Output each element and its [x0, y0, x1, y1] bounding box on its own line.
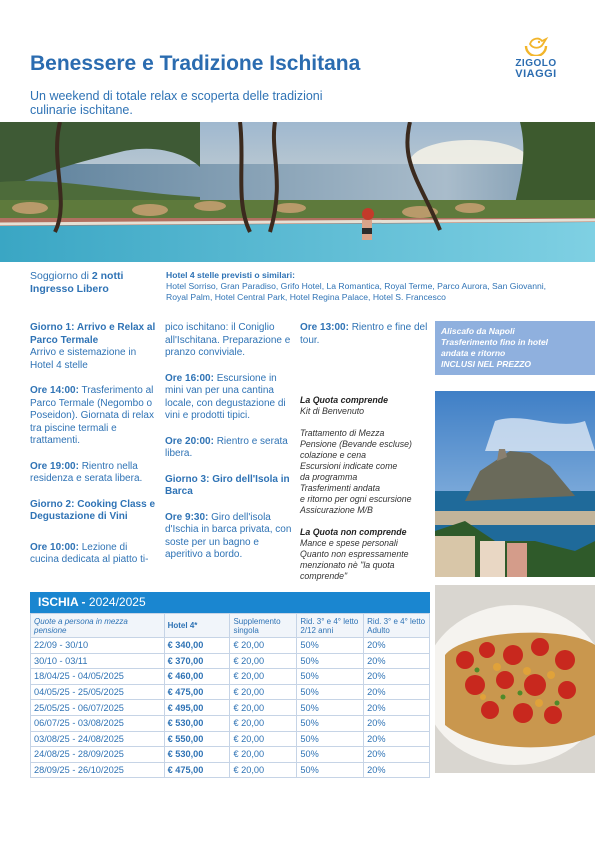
day3-title: Giorno 3: Giro dell'Isola in Barca: [165, 473, 290, 497]
price-cell: € 530,00: [164, 747, 230, 763]
adult-discount-cell: 20%: [364, 669, 430, 685]
single-supplement-cell: € 20,00: [230, 715, 297, 731]
day1-text: Arrivo e sistemazione in Hotel 4 stelle: [30, 347, 137, 371]
page-title: Benessere e Tradizione Ischitana: [30, 52, 361, 75]
ferry-line: INCLUSI NEL PREZZO: [441, 359, 532, 369]
includes-item: Kit di Benvenuto: [300, 406, 365, 416]
logo-line2: VIAGGI: [515, 68, 557, 80]
price-cell: € 475,00: [164, 684, 230, 700]
quote-details: [300, 395, 430, 582]
price-cell: € 370,00: [164, 653, 230, 669]
includes-item: Trasferimenti andata: [300, 483, 381, 493]
table-row: [31, 638, 430, 654]
stay-nights: 2 notti: [91, 270, 124, 282]
table-row: [31, 684, 430, 700]
adult-discount-cell: 20%: [364, 684, 430, 700]
stay-prefix: Soggiorno di: [30, 270, 92, 282]
price-cell: € 475,00: [164, 762, 230, 778]
hero-pool-photo: [0, 122, 595, 262]
col-header: Quote a persona in mezza pensione: [31, 614, 165, 638]
price-cell: € 460,00: [164, 669, 230, 685]
table-row: [31, 669, 430, 685]
child-discount-cell: 50%: [297, 731, 364, 747]
time-1900: Ore 19:00:: [30, 460, 79, 472]
logo-line1: ZIGOLO: [515, 58, 557, 69]
table-row: [31, 747, 430, 763]
time-1400: Ore 14:00:: [30, 385, 79, 396]
time-930: Ore 9:30:: [165, 511, 209, 523]
castle-photo: [435, 391, 595, 577]
child-discount-cell: 50%: [297, 715, 364, 731]
brand-logo[interactable]: [505, 34, 567, 80]
col-header: Hotel 4*: [164, 614, 230, 638]
single-supplement-cell: € 20,00: [230, 684, 297, 700]
hotels-list: Hotel Sorriso, Gran Paradiso, Grifo Hotel, La Romantica, Royal Terme, Parco Aurora, San Giovanni, Royal Palm, Hotel Central Park, Hotel Regina Palace, Hotel S. Francesco: [166, 281, 547, 302]
child-discount-cell: 50%: [297, 684, 364, 700]
day2-title: Giorno 2: Cooking Class e Degustazione di Vini: [30, 498, 156, 522]
time-2000-text: Rientro e serata libera.: [165, 435, 288, 459]
includes-item: Assicurazione M/B: [300, 505, 373, 515]
single-supplement-cell: € 20,00: [230, 653, 297, 669]
child-discount-cell: 50%: [297, 638, 364, 654]
table-head-row: [31, 614, 430, 638]
time-1300-text: Rientro e fine del tour.: [300, 322, 428, 346]
price-table-header: [30, 592, 430, 613]
single-supplement-cell: € 20,00: [230, 638, 297, 654]
price-table: [30, 592, 430, 778]
price-cell: € 340,00: [164, 638, 230, 654]
table-row: [31, 700, 430, 716]
ferry-line: Trasferimento fino in hotel: [441, 337, 549, 347]
includes-item: [300, 417, 430, 428]
col-header: Supplemento singola: [230, 614, 297, 638]
time-1000-text: Lezione di cucina dedicata al piatto ti-: [30, 541, 149, 565]
single-supplement-cell: € 20,00: [230, 747, 297, 763]
child-discount-cell: 50%: [297, 747, 364, 763]
period-cell: 30/10 - 03/11: [31, 653, 165, 669]
ferry-box: [435, 321, 595, 375]
adult-discount-cell: 20%: [364, 638, 430, 654]
child-discount-cell: 50%: [297, 700, 364, 716]
time-1600: Ore 16:00:: [165, 372, 214, 384]
single-supplement-cell: € 20,00: [230, 731, 297, 747]
price-cell: € 495,00: [164, 700, 230, 716]
child-discount-cell: 50%: [297, 653, 364, 669]
single-supplement-cell: € 20,00: [230, 669, 297, 685]
itinerary-column-2: pico ischitano: il Coniglio all'Ischitana. Preparazione e pranzo conviviale. Ore 16:00: Escursione in mini van per una cantina locale, con degustazione di vini e prodotti tipici. Ore 20:00: Rientro e serata libera. Giorno 3: Giro dell'Isola in Barca Ore 9:30: Giro dell'isola d'Ischia in barca privata, con soste per un bagno e aperitivo a bordo.: [165, 322, 292, 560]
price-cell: € 530,00: [164, 715, 230, 731]
period-cell: 24/08/25 - 28/09/2025: [31, 747, 165, 763]
adult-discount-cell: 20%: [364, 731, 430, 747]
child-discount-cell: 50%: [297, 762, 364, 778]
period-cell: 28/09/25 - 26/10/2025: [31, 762, 165, 778]
excludes-item: comprende": [300, 571, 348, 581]
ferry-line: Aliscafo da Napoli: [441, 326, 515, 336]
adult-discount-cell: 20%: [364, 762, 430, 778]
adult-discount-cell: 20%: [364, 715, 430, 731]
day1-title: Giorno 1: Arrivo e Relax al Parco Termale: [30, 322, 156, 346]
bruschetta-photo: [435, 585, 595, 773]
adult-discount-cell: 20%: [364, 653, 430, 669]
includes-item: da programma: [300, 472, 358, 482]
period-cell: 03/08/25 - 24/08/2025: [31, 731, 165, 747]
includes-item: Pensione (Bevande escluse): [300, 439, 412, 449]
excludes-item: Mance e spese personali: [300, 538, 398, 548]
season-label: 2024/2025: [88, 595, 146, 609]
table-row: [31, 653, 430, 669]
includes-item: Trattamento di Mezza: [300, 428, 385, 438]
col-header: Rid. 3° e 4° letto Adulto: [364, 614, 430, 638]
period-cell: 22/09 - 30/10: [31, 638, 165, 654]
time-1900-text: Rientro nella residenza e serata libera.: [30, 460, 143, 484]
single-supplement-cell: € 20,00: [230, 700, 297, 716]
period-cell: 04/05/25 - 25/05/2025: [31, 684, 165, 700]
includes-item: e ritorno per ogni escursione: [300, 494, 412, 504]
period-cell: 18/04/25 - 04/05/2025: [31, 669, 165, 685]
includes-heading: La Quota comprende: [300, 395, 388, 405]
bird-sun-icon: [521, 34, 551, 56]
period-cell: 06/07/25 - 03/08/2025: [31, 715, 165, 731]
time-1600-text: Escursione in mini van per una cantina locale, con degustazione di vini e prodotti tipici.: [165, 372, 286, 421]
excludes-heading: La Quota non comprende: [300, 527, 407, 537]
time-1000: Ore 10:00:: [30, 541, 79, 553]
itinerary-column-1: [30, 322, 158, 580]
includes-item: Escursioni indicate come: [300, 461, 398, 471]
page-subtitle: Un weekend di totale relax e scoperta delle tradizioni culinarie ischitane.: [30, 89, 323, 117]
stay-info: [30, 270, 160, 296]
excludes-item: Quanto non espressamente: [300, 549, 409, 559]
table-row: [31, 762, 430, 778]
table-row: [31, 731, 430, 747]
hotels-heading: Hotel 4 stelle previsti o similari:: [166, 270, 295, 280]
price-cell: € 550,00: [164, 731, 230, 747]
includes-item: colazione e cena: [300, 450, 367, 460]
region-label: ISCHIA -: [38, 595, 89, 609]
child-discount-cell: 50%: [297, 669, 364, 685]
table-row: [31, 715, 430, 731]
single-supplement-cell: € 20,00: [230, 762, 297, 778]
ferry-line: andata e ritorno: [441, 348, 506, 358]
adult-discount-cell: 20%: [364, 747, 430, 763]
time-930-text: Giro dell'isola d'Ischia in barca privata, con soste per un bagno e aperitivo a bordo.: [165, 511, 292, 560]
period-cell: 25/05/25 - 06/07/2025: [31, 700, 165, 716]
time-2000: Ore 20:00:: [165, 435, 214, 447]
excludes-item: menzionato nè "la quota: [300, 560, 395, 570]
col-header: Rid. 3° e 4° letto 2/12 anni: [297, 614, 364, 638]
hotels-info: [166, 270, 561, 303]
time-1300: Ore 13:00:: [300, 322, 349, 333]
itinerary-column-3: [300, 322, 428, 360]
time-1400-text: Trasferimento al Parco Termale (Negombo o Poseidon). Giornata di relax tra piscine termali e trattamenti.: [30, 385, 154, 446]
adult-discount-cell: 20%: [364, 700, 430, 716]
stay-entry: Ingresso Libero: [30, 283, 109, 295]
